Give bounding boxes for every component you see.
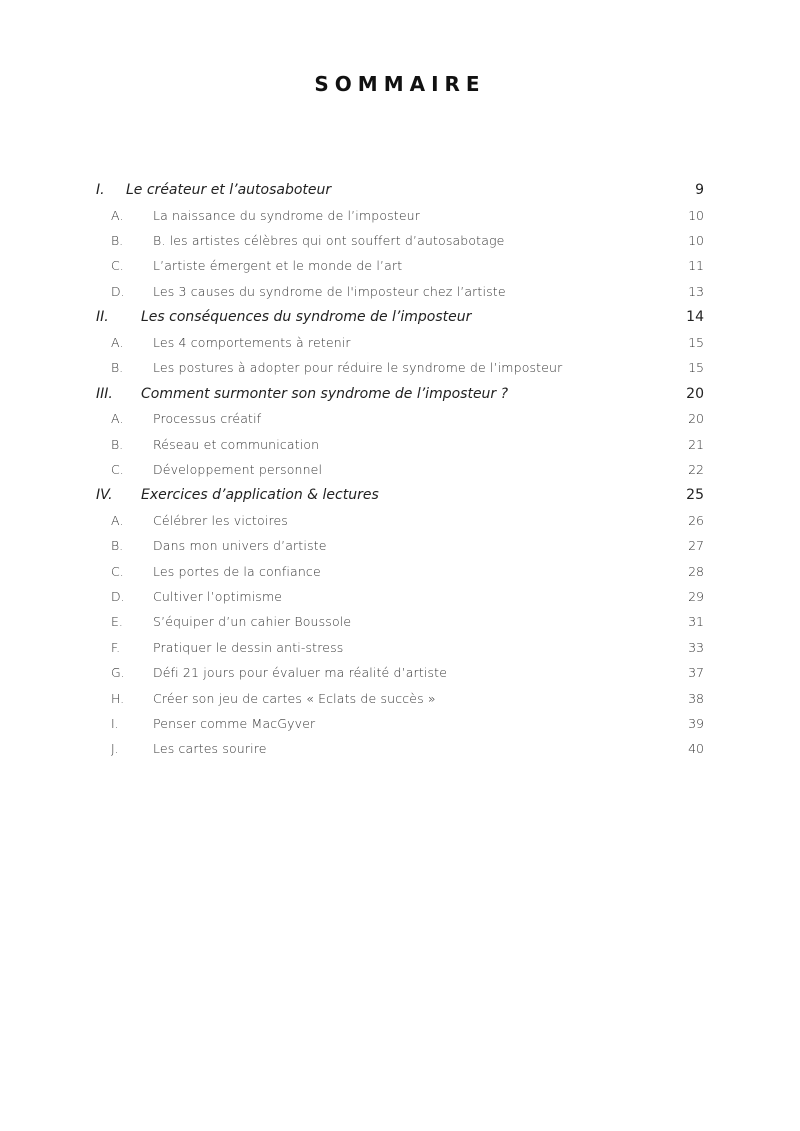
toc-entry-page: 29 xyxy=(688,589,704,605)
toc-entry-page: 26 xyxy=(688,512,704,528)
toc-entry-title: Créer son jeu de cartes « Eclats de succès » xyxy=(153,690,436,706)
toc-entry-title: Pratiquer le dessin anti-stress xyxy=(153,639,344,655)
toc-entry-page: 40 xyxy=(688,741,704,757)
toc-entry-page: 21 xyxy=(688,436,704,452)
toc-entry-title: Processus créatif xyxy=(153,411,262,427)
toc-entry[interactable] xyxy=(0,462,800,487)
toc-entry-title: Défi 21 jours pour évaluer ma réalité d’artiste xyxy=(153,665,448,681)
toc-entry-page: 10 xyxy=(688,232,704,248)
toc-section[interactable] xyxy=(0,487,800,513)
toc-entry[interactable] xyxy=(0,284,800,309)
toc-section-number: IV. xyxy=(96,487,113,504)
toc-entry-page: 13 xyxy=(688,283,704,299)
toc-section-number: III. xyxy=(96,385,113,402)
toc-entry[interactable] xyxy=(0,233,800,258)
toc-section-page: 14 xyxy=(686,309,704,326)
toc-entry-page: 33 xyxy=(688,639,704,655)
toc-section-number: I. xyxy=(96,182,105,198)
toc-entry-page: 22 xyxy=(688,461,704,477)
toc-entry-title: L’artiste émergent et le monde de l’art xyxy=(153,258,403,274)
toc-entry-letter: A. xyxy=(111,334,124,350)
toc-entry-letter: J. xyxy=(111,741,119,757)
toc-entry-letter: D. xyxy=(111,589,125,605)
table-of-contents xyxy=(0,182,800,767)
toc-entry-page: 38 xyxy=(688,690,704,706)
toc-entry[interactable] xyxy=(0,513,800,538)
toc-entry[interactable] xyxy=(0,411,800,436)
toc-entry-letter: A. xyxy=(111,207,124,223)
toc-entry-letter: H. xyxy=(111,690,125,706)
toc-entry[interactable] xyxy=(0,538,800,563)
toc-entry[interactable] xyxy=(0,691,800,716)
toc-section-title: Le créateur et l’autosaboteur xyxy=(126,182,332,198)
toc-entry[interactable] xyxy=(0,741,800,766)
toc-entry-page: 27 xyxy=(688,538,704,554)
toc-entry[interactable] xyxy=(0,335,800,360)
toc-section[interactable] xyxy=(0,182,800,208)
toc-entry-letter: F. xyxy=(111,639,121,655)
toc-entry-page: 15 xyxy=(688,360,704,376)
toc-entry-title: Célébrer les victoires xyxy=(153,512,288,528)
toc-entry-title: B. les artistes célèbres qui ont souffert d’autosabotage xyxy=(153,232,505,248)
toc-entry-page: 11 xyxy=(688,258,704,274)
toc-entry-letter: E. xyxy=(111,614,123,630)
toc-entry-title: Les portes de la confiance xyxy=(153,563,321,579)
toc-entry-page: 10 xyxy=(688,207,704,223)
toc-entry-title: Dans mon univers d’artiste xyxy=(153,538,327,554)
toc-entry-letter: A. xyxy=(111,512,124,528)
toc-entry-title: Les postures à adopter pour réduire le syndrome de l’imposteur xyxy=(153,360,563,376)
toc-entry-title: Les 4 comportements à retenir xyxy=(153,334,351,350)
toc-entry-letter: C. xyxy=(111,258,124,274)
toc-entry-letter: C. xyxy=(111,461,124,477)
toc-entry-page: 31 xyxy=(688,614,704,630)
toc-entry-letter: B. xyxy=(111,436,124,452)
toc-section-page: 20 xyxy=(686,385,704,402)
toc-entry-letter: I. xyxy=(111,716,119,732)
toc-entry[interactable] xyxy=(0,640,800,665)
toc-entry-page: 15 xyxy=(688,334,704,350)
toc-entry[interactable] xyxy=(0,360,800,385)
toc-entry-page: 20 xyxy=(688,411,704,427)
toc-entry-letter: B. xyxy=(111,538,124,554)
page-title: SOMMAIRE xyxy=(314,72,486,96)
toc-section[interactable] xyxy=(0,386,800,412)
toc-entry-page: 37 xyxy=(688,665,704,681)
toc-entry-letter: D. xyxy=(111,283,125,299)
toc-entry[interactable] xyxy=(0,665,800,690)
toc-entry-page: 39 xyxy=(688,716,704,732)
toc-entry[interactable] xyxy=(0,614,800,639)
toc-entry-letter: B. xyxy=(111,232,124,248)
toc-entry-page: 28 xyxy=(688,563,704,579)
toc-entry-letter: C. xyxy=(111,563,124,579)
toc-entry[interactable] xyxy=(0,208,800,233)
toc-entry-title: Les 3 causes du syndrome de l'imposteur chez l’artiste xyxy=(153,283,506,299)
toc-entry-title: La naissance du syndrome de l’imposteur xyxy=(153,207,421,223)
toc-entry-letter: B. xyxy=(111,360,124,376)
toc-entry[interactable] xyxy=(0,437,800,462)
toc-section[interactable] xyxy=(0,309,800,335)
toc-entry-title: Penser comme MacGyver xyxy=(153,716,316,732)
toc-entry-title: S’équiper d’un cahier Boussole xyxy=(153,614,352,630)
toc-entry-title: Réseau et communication xyxy=(153,436,320,452)
toc-section-title: Comment surmonter son syndrome de l’imposteur ? xyxy=(141,385,509,402)
toc-section-title: Les conséquences du syndrome de l’imposteur xyxy=(141,309,472,326)
toc-entry-title: Développement personnel xyxy=(153,461,323,477)
toc-section-page: 25 xyxy=(686,487,704,504)
toc-entry-title: Les cartes sourire xyxy=(153,741,267,757)
toc-entry-letter: G. xyxy=(111,665,125,681)
toc-entry-letter: A. xyxy=(111,411,124,427)
toc-section-page: 9 xyxy=(695,182,704,198)
toc-entry[interactable] xyxy=(0,716,800,741)
toc-entry[interactable] xyxy=(0,564,800,589)
toc-section-number: II. xyxy=(96,309,109,326)
toc-entry[interactable] xyxy=(0,258,800,283)
toc-section-title: Exercices d’application & lectures xyxy=(141,487,379,504)
toc-entry-title: Cultiver l’optimisme xyxy=(153,589,283,605)
toc-entry[interactable] xyxy=(0,589,800,614)
